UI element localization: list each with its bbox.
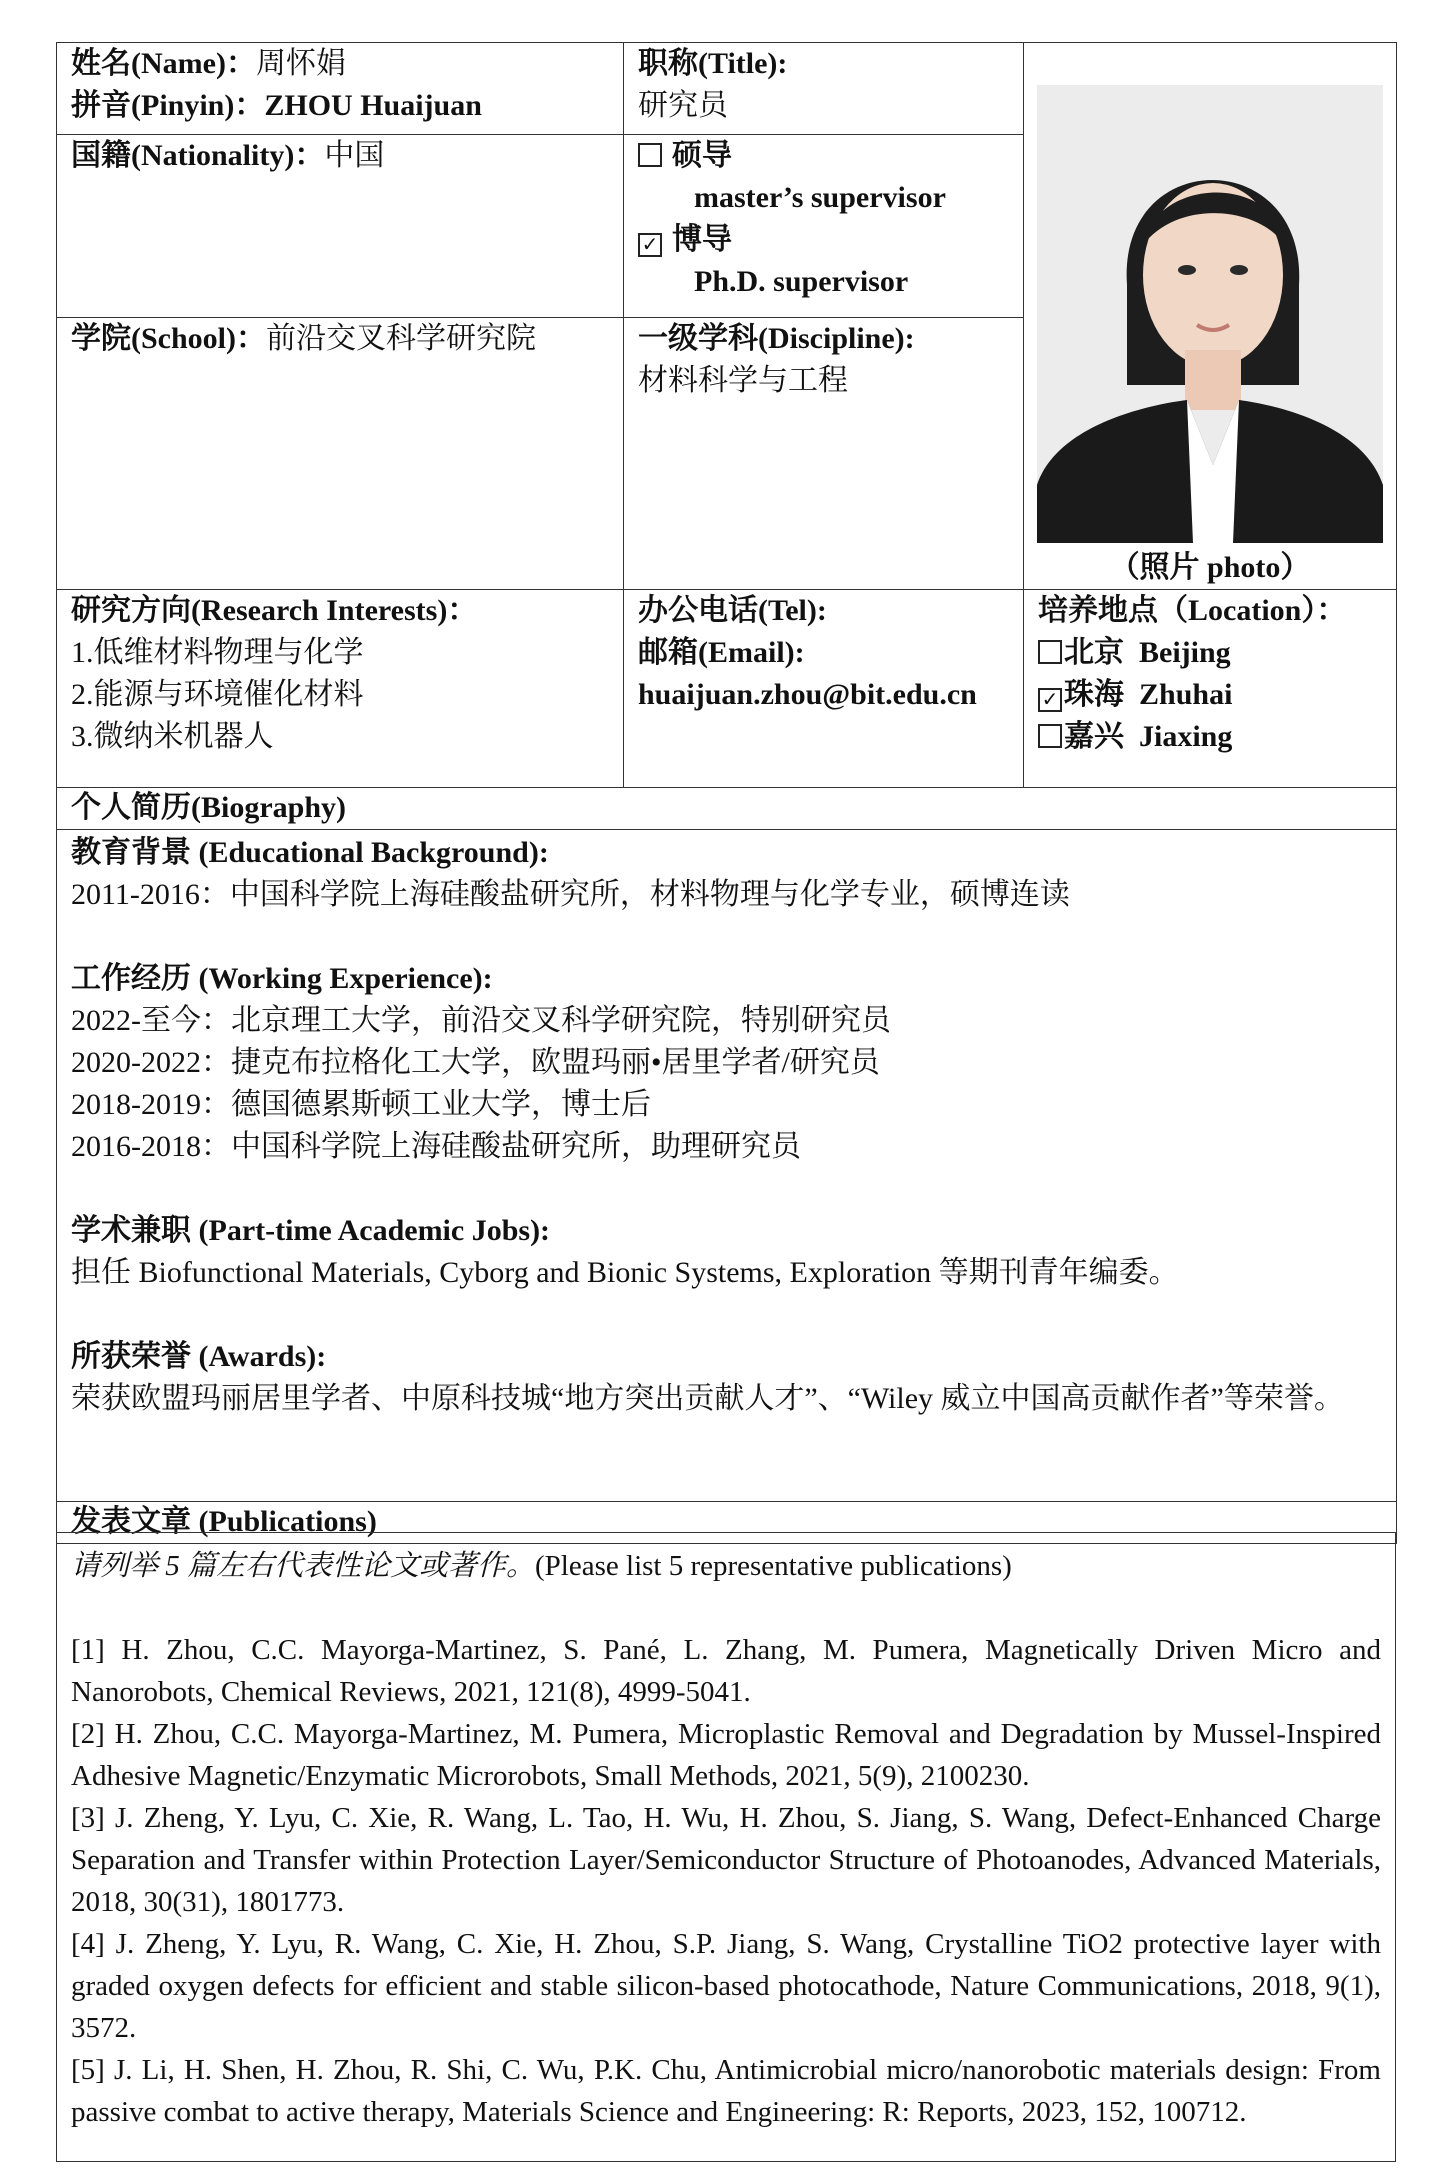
nationality-label: 国籍(Nationality)： [71,138,325,172]
discipline-value: 材料科学与工程 [638,363,848,397]
publications-instruction-cn: 请列举 5 篇左右代表性论文或著作。 [71,1550,536,1582]
portrait-photo [1037,85,1383,543]
checkmark-icon: ✓ [1041,689,1059,711]
phd-cn: 博导 [672,222,732,256]
parttime-heading: 学术兼职 (Part-time Academic Jobs): [71,1214,551,1247]
research-item: 3.微纳米机器人 [71,720,274,753]
publication-item: [4] J. Zheng, Y. Lyu, R. Wang, C. Xie, H. Zhou, S.P. Jiang, S. Wang, Crystalline TiO2 protective layer with graded oxygen defects for efficient and stable silicon-based photocathode, Nature Communications, 2018, 9(1), 3572. [71,1928,1381,2044]
profile-table [56,42,1397,1544]
location-en: Beijing [1139,636,1231,669]
email-label: 邮箱(Email): [638,636,805,669]
biography-heading-cell [57,788,1397,830]
location-cn: 北京 [1064,636,1124,669]
school-value: 前沿交叉科学研究院 [266,321,536,355]
phd-checkbox[interactable] [638,233,662,257]
education-heading: 教育背景 (Educational Background): [71,836,549,869]
publications-box [56,1532,1396,2162]
supervisor-cell [624,134,1024,317]
education-item: 2011-2016：中国科学院上海硅酸盐研究所，材料物理与化学专业，硕博连读 [71,878,1070,911]
master-en: master’s supervisor [694,180,946,214]
research-cell [57,590,624,788]
location-beijing-checkbox[interactable] [1038,640,1062,664]
school-cell [57,317,624,589]
work-heading: 工作经历 (Working Experience): [71,962,493,995]
master-checkbox[interactable] [638,143,662,167]
contact-cell [624,590,1024,788]
location-cn: 珠海 [1064,678,1124,711]
portrait-icon [1037,85,1383,543]
work-item: 2018-2019：德国德累斯顿工业大学，博士后 [71,1088,651,1121]
publications-instruction-en: (Please list 5 representative publications) [535,1550,1012,1582]
school-label: 学院(School)： [71,321,266,355]
nationality-value: 中国 [324,138,385,172]
biography-body [57,830,1397,1502]
discipline-label: 一级学科(Discipline): [638,321,915,355]
tel-label: 办公电话(Tel): [638,594,827,627]
email-value[interactable]: huaijuan.zhou@bit.edu.cn [638,678,977,711]
publications-heading: 发表文章 (Publications) [71,1505,377,1538]
awards-text: 荣获欧盟玛丽居里学者、中原科技城“地方突出贡献人才”、“Wiley 威立中国高贡献作者”等荣誉。 [71,1382,1344,1415]
nationality-cell [57,134,624,317]
phd-en: Ph.D. supervisor [694,264,909,298]
research-item: 1.低维材料物理与化学 [71,636,364,669]
location-cn: 嘉兴 [1064,720,1124,753]
biography-heading: 个人简历(Biography) [71,791,347,824]
work-item: 2016-2018：中国科学院上海硅酸盐研究所，助理研究员 [71,1130,801,1163]
location-jiaxing-checkbox[interactable] [1038,724,1062,748]
work-item: 2020-2022：捷克布拉格化工大学，欧盟玛丽•居里学者/研究员 [71,1046,880,1079]
parttime-text: 担任 Biofunctional Materials, Cyborg and Bionic Systems, Exploration 等期刊青年编委。 [71,1256,1179,1289]
research-label: 研究方向(Research Interests)： [71,594,478,627]
publication-item: [1] H. Zhou, C.C. Mayorga-Martinez, S. Pané, L. Zhang, M. Pumera, Magnetically Driven Micro and Nanorobots, Chemical Reviews, 2021, 121(8), 4999-5041. [71,1634,1381,1708]
title-label: 职称(Title): [638,47,788,80]
awards-heading: 所获荣誉 (Awards): [71,1340,327,1373]
discipline-cell [624,317,1024,589]
photo-caption: （照片 photo） [1109,551,1311,584]
name-label: 姓名(Name)： [71,47,256,80]
name-value: 周怀娟 [255,47,346,80]
publication-item: [2] H. Zhou, C.C. Mayorga-Martinez, M. Pumera, Microplastic Removal and Degradation by Mussel-Inspired Adhesive Magnetic/Enzymatic Microrobots, Small Methods, 2021, 5(9), 2100230. [71,1718,1381,1792]
pinyin-label: 拼音(Pinyin)： [71,89,265,122]
title-cell [624,43,1024,135]
photo-cell [1024,43,1397,590]
publication-item: [5] J. Li, H. Shen, H. Zhou, R. Shi, C. Wu, P.K. Chu, Antimicrobial micro/nanorobotic materials design: From passive combat to active therapy, Materials Science and Engineering: R: Reports, 2023, 152, 100712. [71,2054,1381,2128]
master-cn: 硕导 [672,138,732,172]
location-en: Jiaxing [1139,720,1233,753]
pinyin-value: ZHOU Huaijuan [264,89,482,122]
location-zhuhai-checkbox[interactable] [1038,688,1062,712]
name-cell [57,43,624,135]
research-item: 2.能源与环境催化材料 [71,678,364,711]
publication-item: [3] J. Zheng, Y. Lyu, C. Xie, R. Wang, L. Tao, H. Wu, H. Zhou, S. Jiang, S. Wang, Defect-Enhanced Charge Separation and Transfer within Protection Layer/Semiconductor Structure of Photoanodes, Advanced Materials, 2018, 30(31), 1801773. [71,1802,1381,1918]
title-value: 研究员 [638,89,728,122]
checkmark-icon: ✓ [641,233,659,256]
location-en: Zhuhai [1139,678,1233,711]
work-item: 2022-至今：北京理工大学，前沿交叉科学研究院，特别研究员 [71,1004,891,1037]
location-cell [1024,590,1397,788]
location-label: 培养地点（Location）： [1038,594,1347,627]
